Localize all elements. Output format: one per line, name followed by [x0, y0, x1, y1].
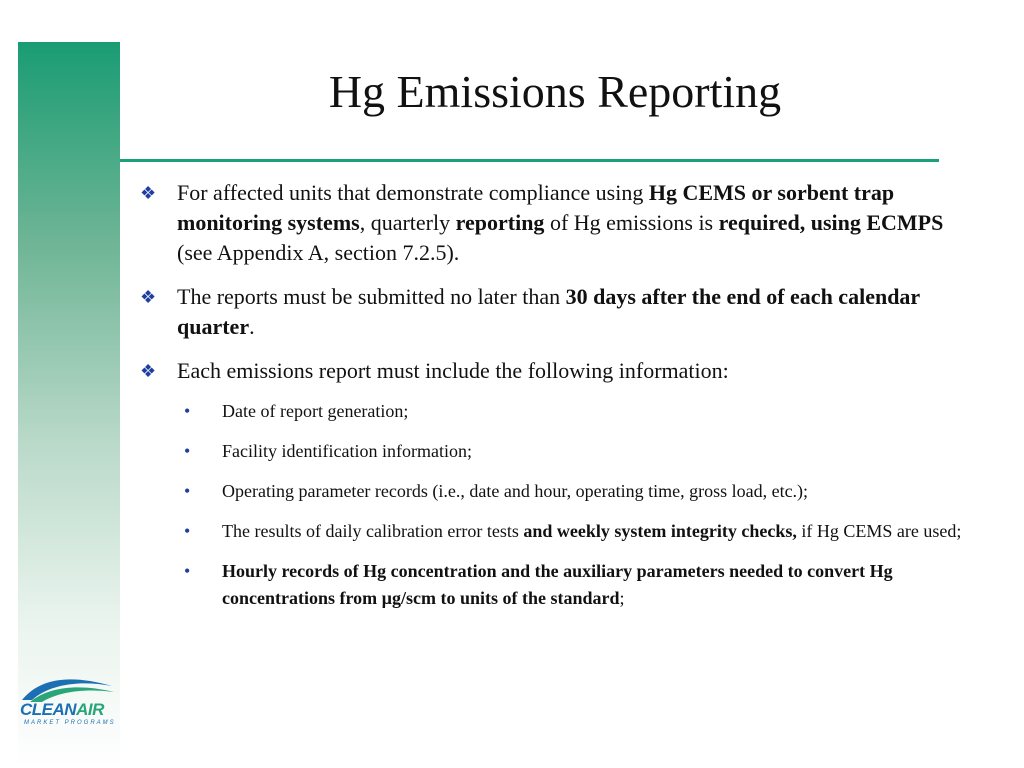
logo-word-air: AIR	[76, 700, 104, 719]
diamond-bullet-icon: ❖	[140, 361, 157, 381]
clean-air-logo	[20, 672, 116, 732]
sub-bullet-text: Hourly records of Hg concentration and the auxiliary parameters needed to convert Hg concentrations from µg/scm to units of the standard;	[222, 561, 893, 608]
sub-bullet-item	[184, 398, 980, 425]
sub-bullet-item	[184, 518, 980, 545]
dot-bullet-icon: •	[184, 441, 191, 461]
dot-bullet-icon: •	[184, 481, 191, 501]
logo-subtitle: MARKET PROGRAMS	[24, 720, 116, 726]
bullet-text: Each emissions report must include the following information:	[177, 358, 729, 383]
sub-bullet-text: The results of daily calibration error tests and weekly system integrity checks, if Hg CEMS are used;	[222, 521, 962, 541]
sub-bullet-text: Facility identification information;	[222, 441, 472, 461]
dot-bullet-icon: •	[184, 521, 191, 541]
dot-bullet-icon: •	[184, 561, 191, 581]
bullet-item	[140, 356, 980, 386]
diamond-bullet-icon: ❖	[140, 287, 157, 307]
sub-bullet-item	[184, 478, 980, 505]
decorative-side-band	[18, 42, 120, 768]
sub-bullet-text: Operating parameter records (i.e., date and hour, operating time, gross load, etc.);	[222, 481, 809, 501]
sub-bullet-item	[184, 438, 980, 465]
slide-body	[140, 178, 980, 625]
sub-bullet-item	[184, 558, 980, 612]
bullet-text: The reports must be submitted no later than 30 days after the end of each calendar quarter.	[177, 284, 920, 339]
title-divider	[120, 159, 939, 162]
sub-bullet-list	[184, 398, 980, 612]
bullet-item	[140, 282, 980, 342]
sub-bullet-text: Date of report generation;	[222, 401, 409, 421]
logo-wordmark	[20, 700, 104, 720]
bullet-text: For affected units that demonstrate compliance using Hg CEMS or sorbent trap monitoring systems, quarterly reporting of Hg emissions is required, using ECMPS (see Appendix A, section 7.2.5).	[177, 180, 944, 265]
bullet-item	[140, 178, 980, 268]
slide-title: Hg Emissions Reporting	[328, 66, 782, 117]
logo-word-clean: CLEAN	[20, 700, 77, 719]
diamond-bullet-icon: ❖	[140, 183, 157, 203]
dot-bullet-icon: •	[184, 401, 191, 421]
